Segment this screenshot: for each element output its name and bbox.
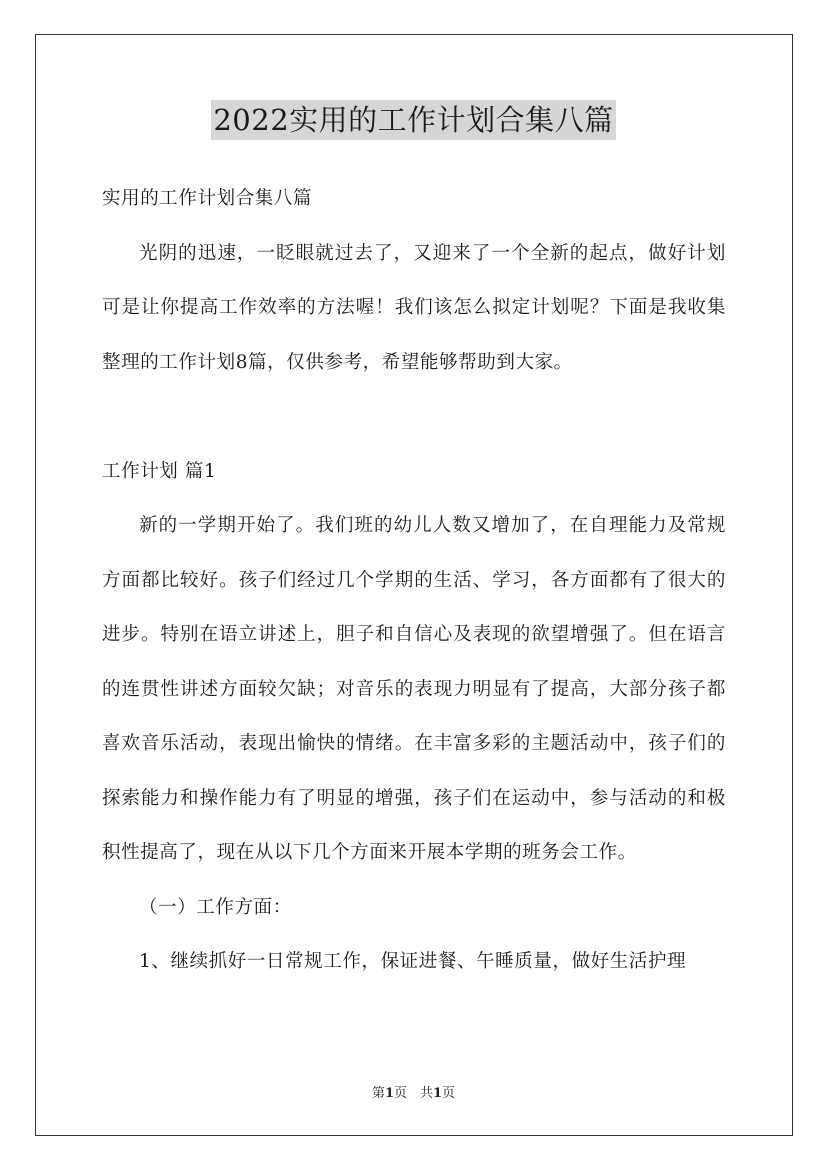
document-title: 2022实用的工作计划合集八篇 <box>211 100 615 140</box>
section-body-paragraph: 新的一学期开始了。我们班的幼儿人数又增加了，在自理能力及常规方面都比较好。孩子们经过几个学期的生活、学习，各方面都有了很大的进步。特别在语立讲述上，胆子和自信心及表现的欲望增强了。但在语言的连贯性讲述方面较欠缺；对音乐的表现力明显有了提高，大部分孩子都喜欢音乐活动，表现出愉快的情绪。在丰富多彩的主题活动中，孩子们的探索能力和操作能力有了明显的增强，孩子们在运动中，参与活动的和极积性提高了，现在从以下几个方面来开展本学期的班务会工作。 <box>102 515 726 863</box>
list-item-1: 1、继续抓好一日常规工作，保证进餐、午睡质量，做好生活护理 <box>139 951 687 972</box>
title-container <box>0 100 827 140</box>
footer-page-suffix: 页 <box>442 1086 456 1101</box>
footer-page-total: 1 <box>433 1086 443 1101</box>
footer-page-number: 1 <box>384 1086 394 1101</box>
page-footer <box>0 1082 827 1101</box>
sub-heading: （一）工作方面： <box>139 896 292 918</box>
document-body <box>102 172 726 990</box>
intro-paragraph: 光阴的迅速，一眨眼就过去了，又迎来了一个全新的起点，做好计划可是让你提高工作效率的方法喔！我们该怎么拟定计划呢？下面是我收集整理的工作计划8篇，仅供参考，希望能够帮助到大家。 <box>102 242 726 373</box>
document-subtitle: 实用的工作计划合集八篇 <box>102 188 313 209</box>
footer-page-mid: 页 共 <box>393 1086 433 1101</box>
section-heading: 工作计划 篇1 <box>102 460 217 482</box>
paragraph-gap <box>102 390 726 445</box>
footer-page-prefix: 第 <box>371 1086 385 1101</box>
